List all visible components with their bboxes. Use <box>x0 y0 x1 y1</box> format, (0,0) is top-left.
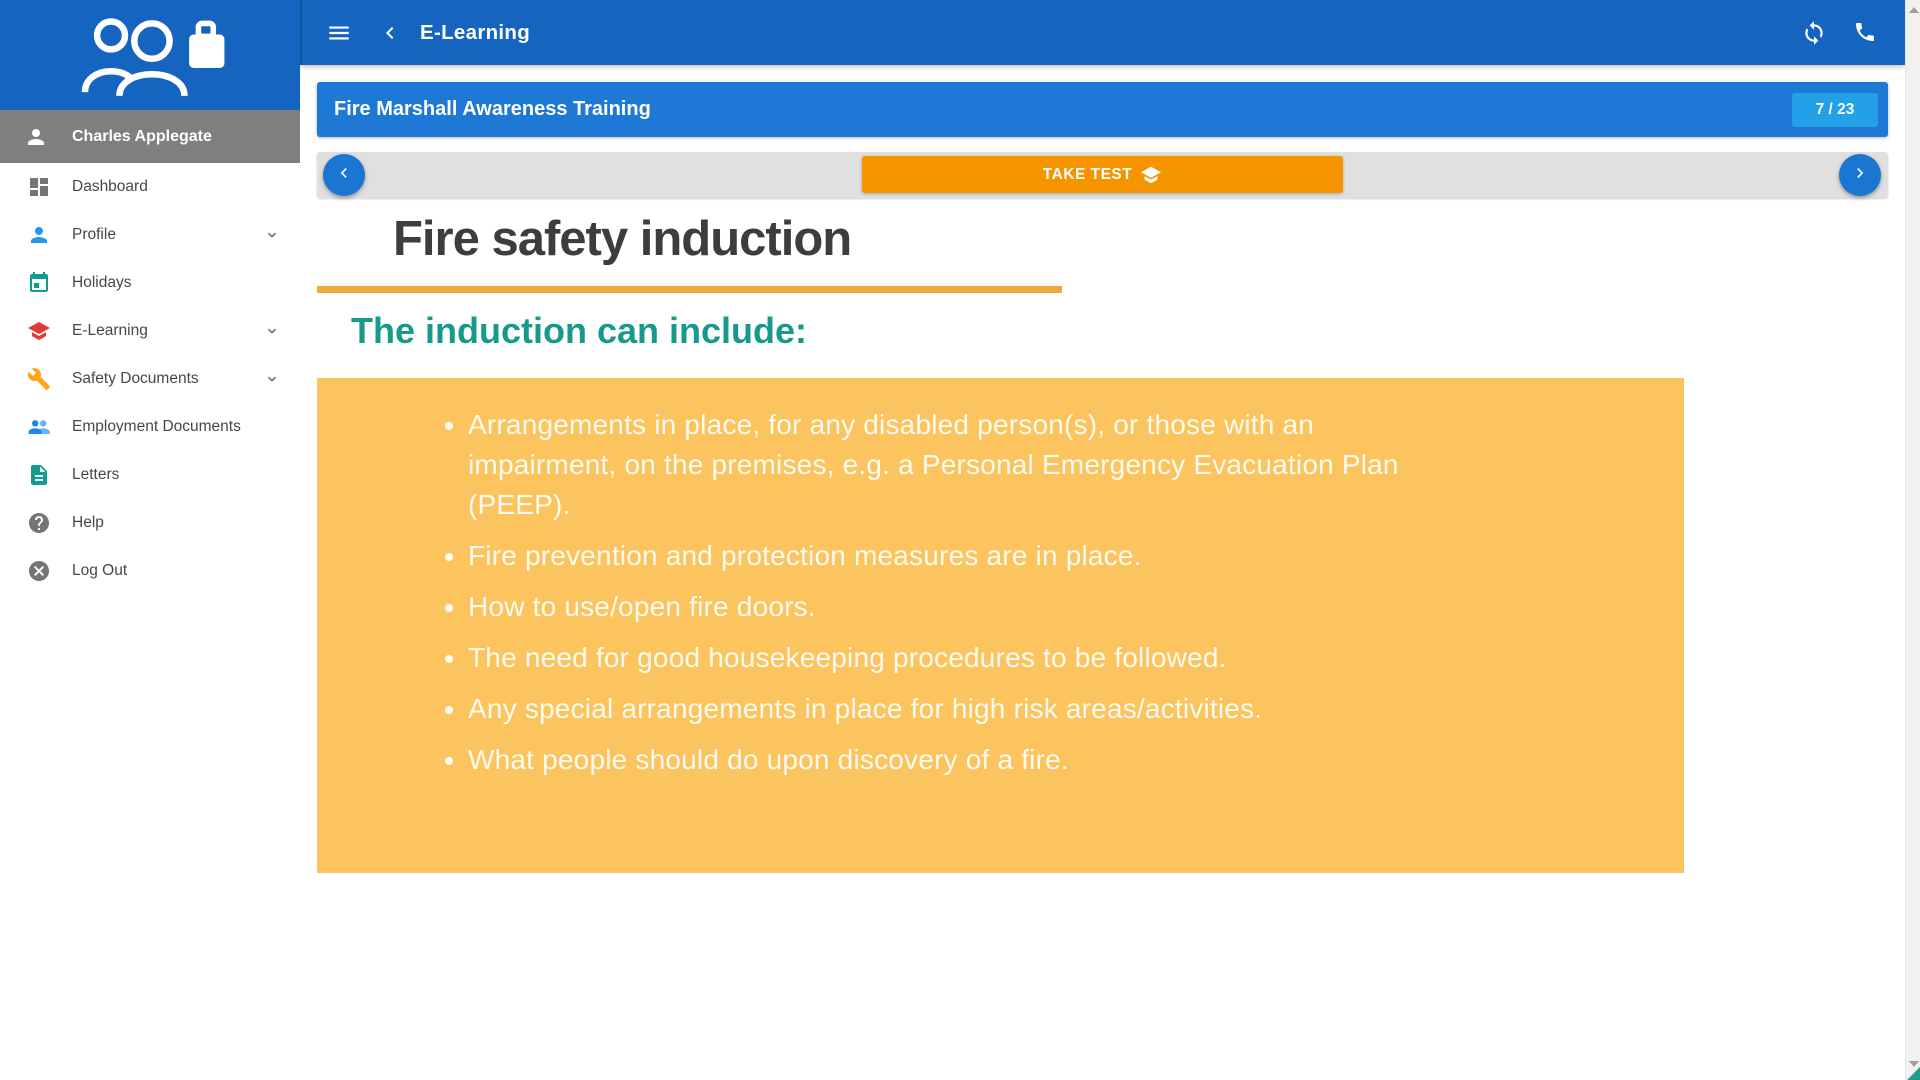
vertical-scrollbar[interactable] <box>1905 0 1920 1080</box>
people-icon <box>27 415 51 439</box>
sidebar-item-help[interactable] <box>0 499 300 547</box>
app-logo <box>0 0 300 110</box>
take-test-button[interactable] <box>862 156 1343 193</box>
sidebar-item-label: Employment Documents <box>72 418 241 435</box>
slide-bullet: • What people should do upon discovery of a fire. <box>468 740 1454 780</box>
slide-title: Fire safety induction <box>393 212 852 266</box>
cancel-icon <box>27 559 51 583</box>
sidebar-item-safety-documents[interactable] <box>0 355 300 403</box>
course-title: Fire Marshall Awareness Training <box>334 98 651 120</box>
chevron-down-icon <box>264 371 280 387</box>
calendar-icon <box>27 271 51 295</box>
slide-bullet: • How to use/open fire doors. <box>468 587 1454 627</box>
course-header-bar <box>317 82 1888 137</box>
sidebar-item-label: Dashboard <box>72 178 148 195</box>
sidebar <box>0 0 300 1080</box>
sidebar-item-label: Profile <box>72 226 116 243</box>
user-name: Charles Applegate <box>72 127 212 145</box>
wrench-icon <box>27 367 51 391</box>
sidebar-item-letters[interactable] <box>0 451 300 499</box>
slide-progress-badge: 7 / 23 <box>1792 93 1878 127</box>
dashboard-icon <box>27 175 51 199</box>
slide-heading: The induction can include: <box>351 310 808 351</box>
slide-title-underline <box>317 286 1062 293</box>
page-title: E-Learning <box>420 20 531 44</box>
chevron-down-icon <box>264 323 280 339</box>
menu-hamburger-icon[interactable] <box>326 20 352 46</box>
sidebar-item-profile[interactable] <box>0 211 300 259</box>
take-test-label: TAKE TEST <box>1042 165 1133 183</box>
sidebar-item-label: Letters <box>72 466 120 483</box>
back-arrow-icon[interactable] <box>378 21 402 45</box>
resize-corner-grip <box>1907 1067 1920 1080</box>
previous-slide-button[interactable] <box>323 154 365 196</box>
help-icon <box>27 511 51 535</box>
sidebar-item-employment-documents[interactable] <box>0 403 300 451</box>
sidebar-item-dashboard[interactable] <box>0 163 300 211</box>
next-slide-button[interactable] <box>1839 154 1881 196</box>
sidebar-item-logout[interactable] <box>0 547 300 595</box>
user-avatar-icon <box>24 124 50 150</box>
user-bar <box>0 110 300 163</box>
slide-bullet-box <box>317 378 1684 873</box>
chevron-left-icon <box>334 163 354 188</box>
sidebar-item-label: Safety Documents <box>72 370 199 387</box>
sidebar-item-holidays[interactable] <box>0 259 300 307</box>
scroll-up-arrow-icon[interactable] <box>1906 2 1920 18</box>
slide-bullet: • Fire prevention and protection measures are in place. <box>468 536 1454 576</box>
slide-nav-strip <box>317 152 1888 198</box>
file-icon <box>27 463 51 487</box>
person-icon <box>27 223 51 247</box>
sidebar-item-label: Log Out <box>72 562 128 579</box>
slide-bullet: • Arrangements in place, for any disabled person(s), or those with an impairment, on the premises, e.g. a Personal Emergency Evacuation Plan (PEEP). <box>468 405 1454 525</box>
chevron-down-icon <box>264 227 280 243</box>
school-icon <box>27 319 51 343</box>
sync-icon[interactable] <box>1801 20 1827 46</box>
graduation-cap-icon <box>1140 164 1162 186</box>
main-content <box>300 65 1905 1080</box>
slide-bullet-list <box>317 378 1684 780</box>
chevron-right-icon <box>1850 163 1870 188</box>
sidebar-item-label: Holidays <box>72 274 132 291</box>
sidebar-item-label: Help <box>72 514 104 531</box>
sidebar-item-label: E-Learning <box>72 322 148 339</box>
slide-bullet: • The need for good housekeeping procedures to be followed. <box>468 638 1454 678</box>
slide-bullet: • Any special arrangements in place for high risk areas/activities. <box>468 689 1454 729</box>
sidebar-item-elearning[interactable] <box>0 307 300 355</box>
top-app-bar <box>300 0 1905 65</box>
phone-icon[interactable] <box>1853 20 1879 46</box>
